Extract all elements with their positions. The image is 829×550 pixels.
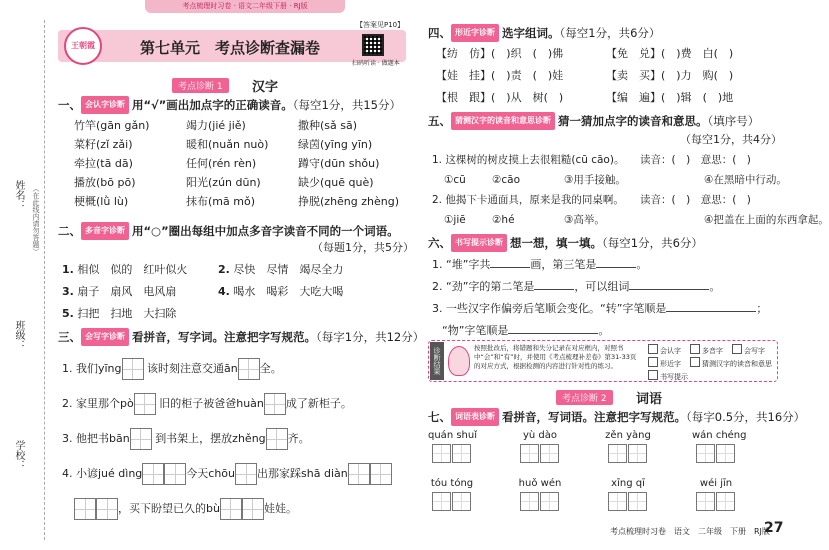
write-box[interactable] bbox=[134, 393, 156, 415]
q1-item[interactable]: 蹲守(dūn shǒu) bbox=[298, 157, 380, 170]
q2-tag: 多音字诊断 bbox=[81, 222, 129, 240]
q7-write-box[interactable] bbox=[716, 444, 735, 463]
blank[interactable] bbox=[508, 322, 598, 334]
q7-pinyin: wán chéng bbox=[692, 430, 747, 441]
q6-heading: 六、 书写提示诊断 想一想，填一填。（每空1分，共6分） bbox=[428, 236, 703, 250]
diag1-label: 考点诊断 1 bbox=[172, 78, 229, 93]
write-box[interactable] bbox=[235, 463, 257, 485]
write-box[interactable] bbox=[142, 463, 164, 485]
qr-code[interactable] bbox=[362, 34, 384, 56]
blank[interactable] bbox=[534, 278, 574, 290]
binding-line bbox=[44, 20, 45, 540]
q6-line3: 3. 一些汉字作偏旁后笔顺会变化。“转”字笔顺是 ； bbox=[432, 302, 768, 315]
q1-item[interactable]: 牵拉(tā dā) bbox=[74, 157, 133, 170]
q5-s2-options: ①jiē ②hé ③高举。 ④把盖在上面的东西拿起。 bbox=[444, 214, 829, 226]
class-label: 班级： bbox=[13, 320, 24, 350]
q6-line4: “物”字笔顺是 。 bbox=[442, 324, 610, 337]
q2-item[interactable]: 1. 相似 似的 红叶似火 bbox=[62, 263, 188, 276]
q4-row[interactable]: 【根 跟】( )从 树( ) 【编 遍】( )辑 ( )地 bbox=[436, 91, 734, 104]
write-box[interactable] bbox=[130, 428, 152, 450]
qr-caption: 扫码听读 · 做题本 bbox=[352, 60, 400, 67]
q3-line1: 1. 我们yīng 该时刻注意交通ān 全。 bbox=[62, 358, 282, 380]
q3-tag: 会写字诊断 bbox=[81, 328, 129, 346]
q7-write-box[interactable] bbox=[716, 492, 735, 511]
q7-write-box[interactable] bbox=[452, 492, 471, 511]
q1-item[interactable]: 缺少(quē què) bbox=[298, 176, 374, 189]
q7-write-box[interactable] bbox=[452, 444, 471, 463]
q5-score: （每空1分，共4分） bbox=[680, 133, 782, 146]
q2-heading: 二、 多音字诊断 用“○”圈出每组中加点多音字读音不同的一个词语。 bbox=[58, 224, 399, 238]
q7-pinyin: xīng qī bbox=[611, 478, 645, 489]
q7-pinyin: quán shuǐ bbox=[428, 430, 477, 441]
unit-title: 第七单元 考点诊断查漏卷 bbox=[140, 39, 321, 57]
q7-heading: 七、 词语表诊断 看拼音，写词语。注意把字写规范。（每字0.5分，共16分） bbox=[428, 410, 806, 424]
write-box[interactable] bbox=[238, 358, 260, 380]
diag-check[interactable]: 书写提示 bbox=[648, 370, 688, 382]
q5-heading: 五、 猜测汉字的读音和意思诊断 猜一猜加点字的读音和意思。（填序号） bbox=[428, 114, 760, 128]
q5-s1-answer[interactable]: 读音：( ) 意思：( ) bbox=[640, 154, 751, 166]
q5-s1: 1. 这棵树的树皮摸上去很粗糙(cū cāo)。 bbox=[432, 154, 625, 166]
write-box[interactable] bbox=[242, 498, 264, 520]
teacher-avatar bbox=[448, 346, 470, 376]
diag-check[interactable]: 会认字 bbox=[648, 344, 681, 356]
q7-pinyin: huǒ wén bbox=[518, 478, 562, 489]
q7-write-box[interactable] bbox=[540, 492, 559, 511]
q1-item[interactable]: 暖和(nuǎn nuò) bbox=[186, 138, 269, 151]
diag2-label: 考点诊断 2 bbox=[556, 390, 613, 405]
q2-item[interactable]: 3. 扇子 扇风 电风扇 bbox=[62, 285, 177, 298]
blank[interactable] bbox=[629, 278, 709, 290]
q1-row bbox=[74, 194, 414, 213]
q4-tag: 形近字诊断 bbox=[451, 24, 499, 42]
q3-line3: 3. 他把书bān 到书架上，摆放zhěng 齐。 bbox=[62, 428, 310, 450]
q1-item[interactable]: 抹布(mā mǒ) bbox=[186, 195, 255, 208]
q4-row[interactable]: 【娃 挂】( )责 ( )娃 【卖 买】( )力 购( ) bbox=[436, 69, 734, 82]
write-box[interactable] bbox=[122, 358, 144, 380]
page-number: 27 bbox=[764, 520, 784, 536]
q1-item[interactable]: 挣脱(zhēng zhèng) bbox=[298, 195, 400, 208]
logo-badge: 王朝霞 bbox=[64, 27, 102, 65]
q6-tag: 书写提示诊断 bbox=[451, 234, 507, 252]
q1-item[interactable]: 梗概(lǜ lù) bbox=[74, 195, 129, 208]
write-box[interactable] bbox=[74, 498, 96, 520]
diag1-title: 汉字 bbox=[252, 80, 279, 95]
q7-write-box[interactable] bbox=[608, 492, 627, 511]
q5-s2-answer[interactable]: 读音：( ) 意思：( ) bbox=[640, 194, 751, 206]
write-box[interactable] bbox=[220, 498, 242, 520]
q6-line1: 1. “堆”字共 画，第三笔是 。 bbox=[432, 258, 648, 271]
q3-heading: 三、 会写字诊断 看拼音，写字词。注意把字写规范。（每字1分，共12分） bbox=[58, 330, 425, 344]
write-box[interactable] bbox=[348, 463, 370, 485]
q1-heading: 一、 会认字诊断 用“√”画出加点字的正确读音。（每空1分，共15分） bbox=[58, 98, 401, 112]
q3-line2: 2. 家里那个pò 旧的柜子被爸爸huàn 成了新柜子。 bbox=[62, 393, 352, 415]
q1-item[interactable]: 播放(bō pō) bbox=[74, 176, 136, 189]
q7-write-box[interactable] bbox=[520, 444, 539, 463]
q5-s1-options: ①cū ②cāo ③用手接触。 ④在黑暗中行动。 bbox=[444, 174, 787, 186]
q7-pinyin: wéi jīn bbox=[699, 478, 733, 489]
top-banner: 考点梳理时习卷 · 语文二年级下册 · RJ版 bbox=[145, 0, 345, 13]
q1-item[interactable]: 任何(rén rèn) bbox=[186, 157, 257, 170]
diag-check[interactable]: 猜测汉字的读音和意思 bbox=[690, 357, 772, 369]
q1-row bbox=[74, 175, 414, 194]
name-label: 姓名： bbox=[13, 180, 24, 210]
q4-row[interactable]: 【纺 仿】( )织 ( )佛 【免 兑】( )费 白( ) bbox=[436, 47, 734, 60]
answer-ref: 【答案见P10】 bbox=[356, 21, 405, 29]
school-label: 学校： bbox=[13, 440, 24, 470]
q2-item[interactable]: 4. 喝水 喝彩 大吃大喝 bbox=[218, 285, 344, 298]
q7-write-box[interactable] bbox=[432, 444, 451, 463]
q7-pinyin: zěn yàng bbox=[605, 430, 651, 441]
q7-tag: 词语表诊断 bbox=[451, 408, 499, 426]
q1-item[interactable]: 竹竿(gān gǎn) bbox=[74, 119, 150, 132]
q7-write-box[interactable] bbox=[696, 444, 715, 463]
write-box[interactable] bbox=[266, 428, 288, 450]
diagnosis-badge: 诊断结果 bbox=[430, 342, 444, 380]
q2-score: （每题1分，共5分） bbox=[312, 241, 414, 254]
q1-item[interactable]: 菜籽(zǐ zǎi) bbox=[74, 138, 133, 151]
q1-row bbox=[74, 137, 414, 156]
q1-item[interactable]: 竭力(jié jiě) bbox=[186, 119, 246, 132]
diag-check[interactable]: 多音字 bbox=[690, 344, 723, 356]
write-box[interactable] bbox=[264, 393, 286, 415]
write-box[interactable] bbox=[370, 463, 392, 485]
q7-pinyin: yù dào bbox=[522, 430, 558, 441]
blank[interactable] bbox=[596, 256, 636, 268]
q1-item[interactable]: 绿茵(yīng yīn) bbox=[298, 138, 373, 151]
q1-grid bbox=[74, 118, 414, 213]
q3-line4: 4. 小谚jué dìng 今天chōu 出那家踩shā diàn bbox=[62, 463, 392, 485]
q7-write-box[interactable] bbox=[628, 492, 647, 511]
binding-note: （在此线内请勿答题） bbox=[32, 185, 40, 255]
blank[interactable] bbox=[490, 256, 530, 268]
q3-line5: ，买下盼望已久的bù 娃娃。 bbox=[74, 498, 297, 520]
q1-tag: 会认字诊断 bbox=[81, 96, 129, 114]
q7-write-box[interactable] bbox=[432, 492, 451, 511]
q1-item[interactable]: 阳光(zún dūn) bbox=[186, 176, 261, 189]
q7-write-box[interactable] bbox=[540, 444, 559, 463]
diagnosis-text: 按照批改后，将错题和失分记录在对应框内，对照书中“会”和“有”时，并使用《考点梳理补差卷》第31-33页的对应方式，根据检测的内容进行针对性的练习。 bbox=[474, 344, 637, 370]
diag2-title: 词语 bbox=[636, 392, 663, 407]
q7-pinyin: tóu tóng bbox=[430, 478, 474, 489]
write-box[interactable] bbox=[96, 498, 118, 520]
q7-write-box[interactable] bbox=[628, 444, 647, 463]
q5-tag: 猜测汉字的读音和意思诊断 bbox=[451, 112, 555, 130]
diag-check[interactable]: 形近字 bbox=[648, 357, 681, 369]
q7-write-box[interactable] bbox=[520, 492, 539, 511]
diag-check[interactable]: 会写字 bbox=[732, 344, 765, 356]
blank[interactable] bbox=[666, 300, 756, 312]
q1-row bbox=[74, 156, 414, 175]
q2-item[interactable]: 2. 尽快 尽情 竭尽全力 bbox=[218, 263, 344, 276]
q1-row bbox=[74, 118, 414, 137]
q2-item[interactable]: 5. 扫把 扫地 大扫除 bbox=[62, 307, 177, 320]
q5-s2: 2. 他揭下卡通面具，原来是我的同桌啊。 bbox=[432, 194, 624, 206]
q4-heading: 四、 形近字诊断 选字组词。（每空1分，共6分） bbox=[428, 26, 661, 40]
q1-item[interactable]: 撒种(sǎ sā) bbox=[298, 119, 358, 132]
write-box[interactable] bbox=[164, 463, 186, 485]
q7-write-box[interactable] bbox=[696, 492, 715, 511]
q7-write-box[interactable] bbox=[608, 444, 627, 463]
footer-text: 考点梳理时习卷 语文 二年级 下册 RJ版 bbox=[610, 527, 770, 536]
q6-line2: 2. “劲”字的第二笔是 ，可以组词 。 bbox=[432, 280, 721, 293]
